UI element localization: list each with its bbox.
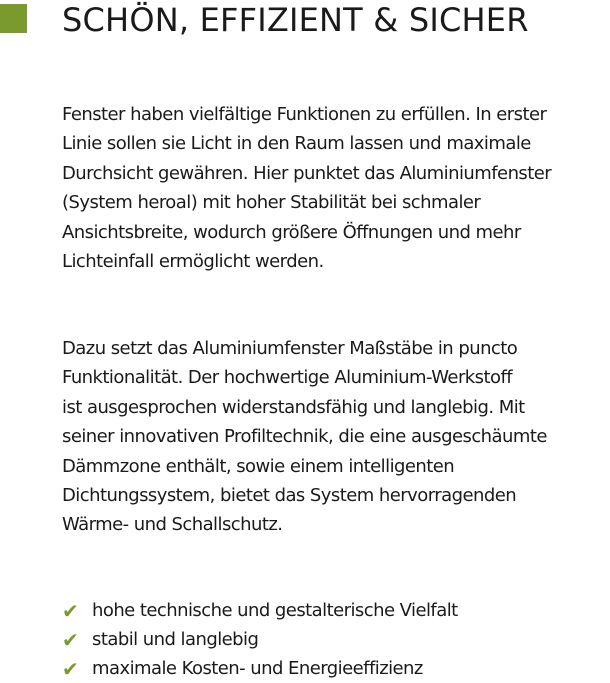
green-square-icon xyxy=(0,4,27,33)
feature-item xyxy=(62,654,610,683)
paragraph-line: ist ausgesprochen widerstandsfähig und langlebig. Mit xyxy=(62,396,525,418)
feature-item xyxy=(62,596,610,625)
paragraph-line: Funktionalität. Der hochwertige Aluminium-Werkstoff xyxy=(62,367,513,389)
paragraph-line: Linie sollen sie Licht in den Raum lassen und maximale xyxy=(62,133,531,155)
page-heading: SCHÖN, EFFIZIENT & SICHER xyxy=(62,1,529,39)
feature-label: stabil und langlebig xyxy=(92,629,259,650)
feature-label: maximale Kosten- und Energieeffizienz xyxy=(92,658,423,679)
paragraph-line: Dazu setzt das Aluminiumfenster Maßstäbe in puncto xyxy=(62,338,518,359)
check-icon: ✔ xyxy=(62,656,79,681)
intro-paragraph xyxy=(62,100,610,276)
check-icon: ✔ xyxy=(62,627,79,652)
feature-label: hohe technische und gestalterische Vielfalt xyxy=(92,600,458,621)
feature-item xyxy=(62,625,610,654)
paragraph-line: Durchsicht gewähren. Hier punktet das Aluminiumfenster xyxy=(62,162,552,184)
paragraph-line: Wärme- und Schallschutz. xyxy=(62,514,283,536)
paragraph-line: Dämmzone enthält, sowie einem intelligenten xyxy=(62,455,455,477)
paragraph-line: Ansichtsbreite, wodurch größere Öffnungen und mehr xyxy=(62,221,521,243)
feature-list xyxy=(62,596,610,683)
paragraph-line: (System heroal) mit hoher Stabilität bei schmaler xyxy=(62,192,481,214)
functionality-paragraph xyxy=(62,334,610,540)
paragraph-line: Lichteinfall ermöglicht werden. xyxy=(62,251,324,273)
paragraph-line: Dichtungssystem, bietet das System hervorragenden xyxy=(62,485,517,507)
paragraph-line: Fenster haben vielfältige Funktionen zu erfüllen. In erster xyxy=(62,104,547,125)
check-icon: ✔ xyxy=(62,598,79,623)
paragraph-line: seiner innovativen Profiltechnik, die eine ausgeschäumte xyxy=(62,426,547,448)
